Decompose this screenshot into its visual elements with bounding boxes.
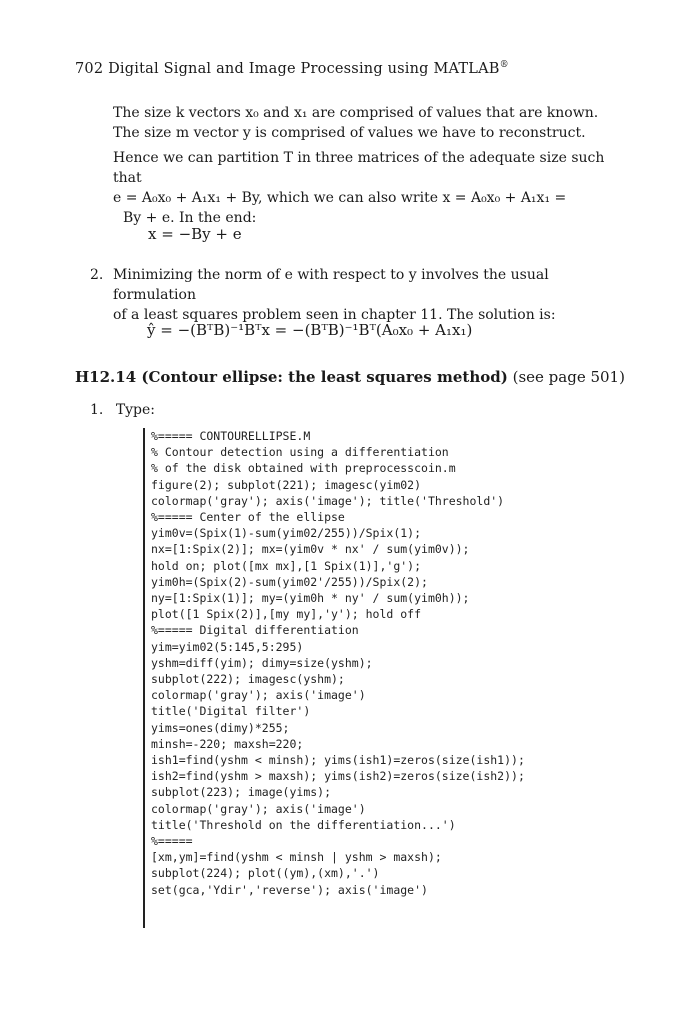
code-line: title('Threshold on the differentiation...') <box>151 817 456 832</box>
code-line: yim0v=(Spix(1)-sum(yim02/255))/Spix(1); <box>151 526 422 541</box>
code-line: subplot(224); plot((ym),(xm),'.') <box>151 866 380 881</box>
book-title: Digital Signal and Image Processing using MATLAB <box>108 60 500 77</box>
code-listing <box>143 428 631 928</box>
code-line: colormap('gray'); axis('image') <box>151 801 366 816</box>
text-line: The size k vectors x₀ and x₁ are comprised of values that are known. <box>113 105 599 121</box>
code-line: figure(2); subplot(221); imagesc(yim02) <box>151 477 422 492</box>
text-line: By + e. In the end: <box>123 210 257 226</box>
equation-y-hat: ŷ = −(BᵀB)⁻¹Bᵀx = −(BᵀB)⁻¹Bᵀ(A₀x₀ + A₁x₁) <box>147 321 473 339</box>
code-line: yims=ones(dimy)*255; <box>151 720 290 735</box>
code-line: yim=yim02(5:145,5:295) <box>151 639 304 654</box>
code-line: title('Digital filter') <box>151 704 311 719</box>
code-line: % Contour detection using a differentiation <box>151 445 449 460</box>
item-number: 2. <box>90 267 104 283</box>
list-item-1 <box>90 400 155 420</box>
code-line: %===== Digital differentiation <box>151 623 359 638</box>
code-line: ish2=find(yshm > maxsh); yims(ish2)=zeros(size(ish2)); <box>151 769 525 784</box>
equation-x: x = −By + e <box>148 225 242 243</box>
code-line: %===== <box>151 834 193 849</box>
paragraph-known-values <box>113 103 613 143</box>
section-heading <box>75 367 625 387</box>
code-line: colormap('gray'); axis('image') <box>151 688 366 703</box>
registered-mark: ® <box>499 60 509 70</box>
code-line: set(gca,'Ydir','reverse'); axis('image') <box>151 882 428 897</box>
code-line: hold on; plot([mx mx],[1 Spix(1)],'g'); <box>151 558 422 573</box>
item-text <box>113 265 620 325</box>
code-line: %===== CONTOURELLIPSE.M <box>151 429 311 443</box>
running-header <box>75 60 509 77</box>
code-line: subplot(223); image(yims); <box>151 785 332 800</box>
code-line: yim0h=(Spix(2)-sum(yim02'/255))/Spix(2); <box>151 574 428 589</box>
text-line: Minimizing the norm of e with respect to y involves the usual formulation <box>113 267 549 303</box>
code-line: % of the disk obtained with preprocesscoin.m <box>151 461 456 476</box>
text-line: e = A₀x₀ + A₁x₁ + By, which we can also write x = A₀x₀ + A₁x₁ = <box>113 190 567 206</box>
code-line: plot([1 Spix(2)],[my my],'y'); hold off <box>151 607 422 622</box>
paragraph-partition <box>113 148 613 228</box>
code-line: yshm=diff(yim); dimy=size(yshm); <box>151 655 373 670</box>
page-reference: (see page 501) <box>512 368 625 386</box>
text-line: of a least squares problem seen in chapter 11. The solution is: <box>113 307 556 323</box>
text-line: The size m vector y is comprised of values we have to reconstruct. <box>113 125 586 141</box>
text-line: Hence we can partition T in three matrices of the adequate size such that <box>113 150 605 186</box>
item-label: Type: <box>115 402 156 418</box>
code-line: minsh=-220; maxsh=220; <box>151 736 304 751</box>
code-line: ish1=find(yshm < minsh); yims(ish1)=zeros(size(ish1)); <box>151 753 525 768</box>
code-line: nx=[1:Spix(2)]; mx=(yim0v * nx' / sum(yim0v)); <box>151 542 470 557</box>
heading-title: H12.14 (Contour ellipse: the least squares method) <box>75 368 508 386</box>
code-line: [xm,ym]=find(yshm < minsh | yshm > maxsh); <box>151 850 442 865</box>
code-line: ny=[1:Spix(1)]; my=(yim0h * ny' / sum(yim0h)); <box>151 591 470 606</box>
item-number: 1. <box>90 402 104 418</box>
code-line: colormap('gray'); axis('image'); title('Threshold') <box>151 493 505 508</box>
code-line: subplot(222); imagesc(yshm); <box>151 672 345 687</box>
code-line: %===== Center of the ellipse <box>151 510 345 525</box>
page-number: 702 <box>75 60 104 77</box>
